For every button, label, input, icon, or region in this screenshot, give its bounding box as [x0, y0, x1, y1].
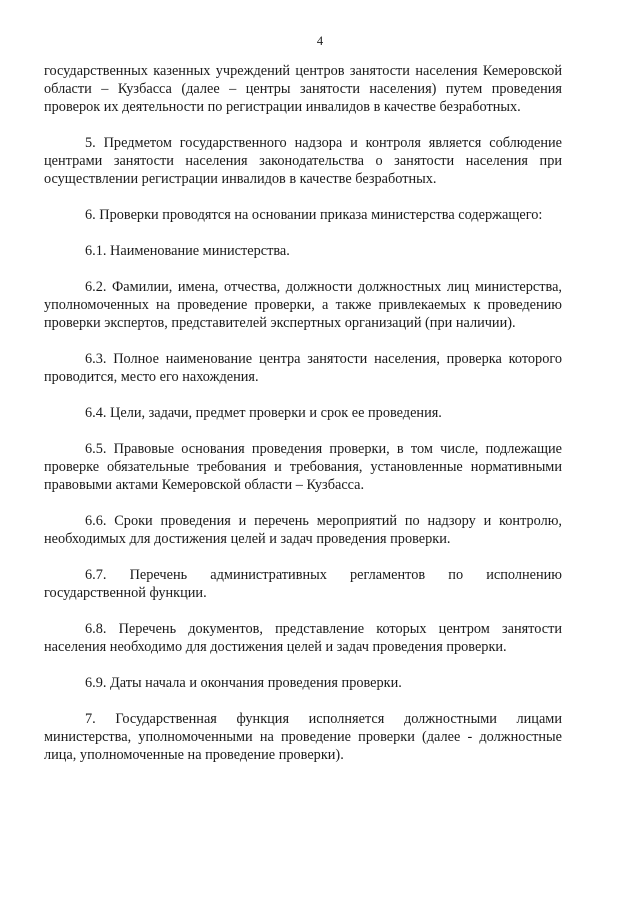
- paragraph-item-6-9: 6.9. Даты начала и окончания проведения проверки.: [85, 675, 402, 691]
- paragraph-item-6-5: 6.5. Правовые основания проведения проверки, в том числе, подлежащие проверке обязательные требования и требования, установленные нормативными правовыми актами Кемеровской области – Кузбасса.: [44, 441, 562, 493]
- page-number: 4: [316, 34, 324, 48]
- paragraph-continuation: государственных казенных учреждений центров занятости населения Кемеровской области – Кузбасса (далее – центры занятости населения) путем проведения проверок их деятельности по регистрации инвалидов в качестве безработных.: [44, 63, 562, 115]
- document-body: [44, 62, 562, 782]
- paragraph-item-6-6: 6.6. Сроки проведения и перечень мероприятий по надзору и контролю, необходимых для достижения целей и задач проведения проверки.: [44, 513, 562, 547]
- paragraph-item-6-7: 6.7. Перечень административных регламентов по исполнению государственной функции.: [44, 567, 562, 601]
- paragraph-item-6-4: 6.4. Цели, задачи, предмет проверки и срок ее проведения.: [85, 405, 442, 421]
- paragraph-item-6-8: 6.8. Перечень документов, представление которых центром занятости населения необходимо для достижения целей и задач проведения проверки.: [44, 621, 562, 655]
- paragraph-item-6-2: 6.2. Фамилии, имена, отчества, должности должностных лиц министерства, уполномоченных на проведение проверки, а также привлекаемых к проведению проверки экспертов, представителей экспертных организаций (при наличии).: [44, 279, 562, 331]
- paragraph-item-6-3: 6.3. Полное наименование центра занятости населения, проверка которого проводится, место его нахождения.: [44, 351, 562, 385]
- paragraph-item-6-1: 6.1. Наименование министерства.: [85, 243, 290, 259]
- paragraph-item-6: 6. Проверки проводятся на основании приказа министерства содержащего:: [85, 207, 543, 223]
- paragraph-item-7: 7. Государственная функция исполняется должностными лицами министерства, уполномоченными на проведение проверки (далее - должностные лица, уполномоченные на проведение проверки).: [44, 711, 562, 763]
- paragraph-item-5: 5. Предметом государственного надзора и контроля является соблюдение центрами занятости населения законодательства о занятости населения при осуществлении регистрации инвалидов в качестве безработных.: [44, 135, 562, 187]
